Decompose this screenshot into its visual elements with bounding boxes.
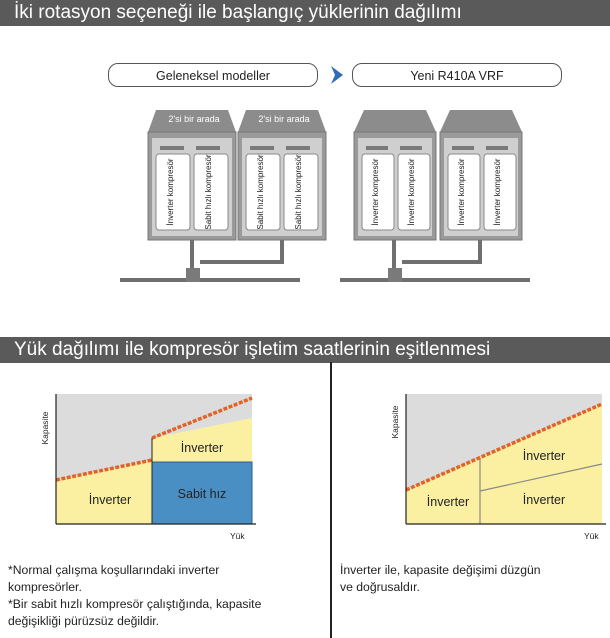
section-title-load: Yük dağılımı ile kompresör işletim saatlerinin eşitlenmesi (0, 337, 610, 363)
comp-label-nl1: İnverter kompresör (371, 158, 380, 226)
right-region-label-bottom: İnverter (522, 493, 566, 507)
arrow-right-icon (330, 66, 344, 84)
right-note-line1: İnverter ile, kapasite değişimi düzgün (340, 563, 541, 577)
left-region-label-fixed: Sabit hız (177, 487, 227, 501)
left-note-line4: değişikliği pürüzsüz değildir. (8, 614, 160, 628)
comp-label-nr1: İnverter kompresör (457, 158, 466, 226)
right-load-chart (380, 390, 610, 550)
compressor-labels (0, 100, 610, 300)
left-ylabel: Kapasite (40, 411, 50, 445)
right-note (340, 562, 602, 596)
comp-label-nr2: İnverter kompresör (493, 158, 502, 226)
left-note (8, 562, 323, 630)
new-vrf-label: Yeni R410A VRF (352, 63, 562, 87)
comp-label-cr1: Sabit hızlı kompresör (256, 154, 265, 230)
section-title-rotation: İki rotasyon seçeneği ile başlangıç yüklerinin dağılımı (0, 0, 610, 26)
left-region-label-high: İnverter (180, 441, 224, 455)
combo-label-left: 2'si bir arada (168, 114, 220, 124)
right-note-line2: ve doğrusaldır. (340, 580, 420, 594)
column-divider (330, 362, 332, 638)
conventional-models-label: Geleneksel modeller (108, 63, 318, 87)
left-load-chart (30, 390, 270, 550)
comp-label-cr2: Sabit hızlı kompresör (294, 154, 303, 230)
left-xlabel: Yük (230, 531, 245, 541)
right-ylabel: Kapasite (390, 405, 400, 439)
combo-label-right: 2'si bir arada (258, 114, 310, 124)
left-note-line3: *Bir sabit hızlı kompresör çalıştığında, kapasite (8, 597, 262, 611)
comp-label-cl2: Sabit hızlı kompresör (204, 154, 213, 230)
left-note-line1: *Normal çalışma koşullarındaki inverter (8, 563, 220, 577)
right-region-label-top: İnverter (522, 449, 566, 463)
right-region-label-left: İnverter (426, 495, 470, 509)
right-xlabel: Yük (584, 531, 599, 541)
comp-label-nl2: İnverter kompresör (407, 158, 416, 226)
comp-label-cl1: İnverter kompresör (166, 158, 175, 226)
left-region-label-low: İnverter (88, 493, 132, 507)
left-note-line2: kompresörler. (8, 580, 82, 594)
